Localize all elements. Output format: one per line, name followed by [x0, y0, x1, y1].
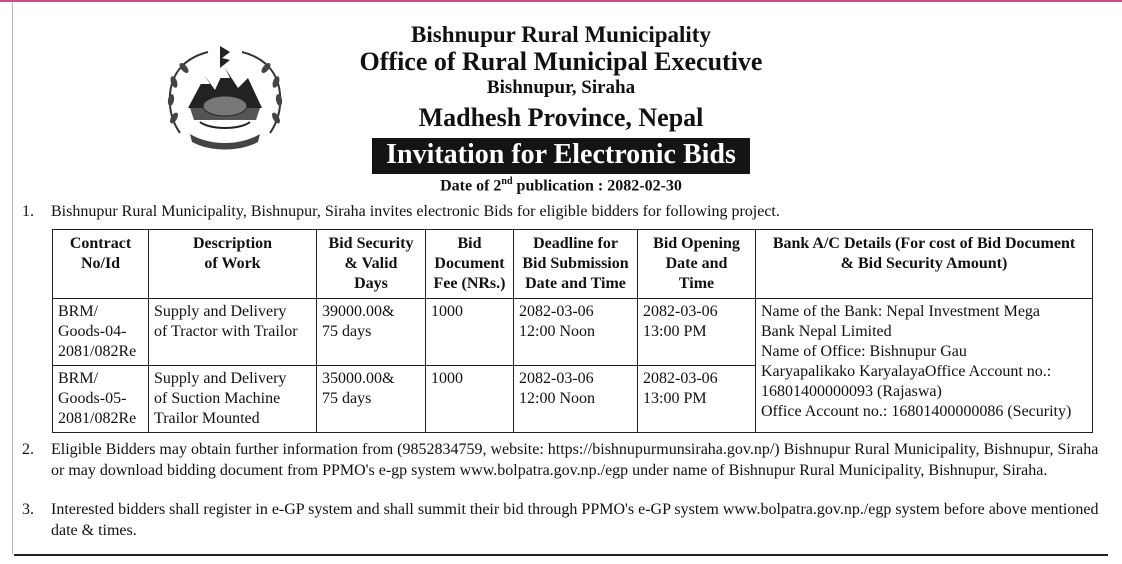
cell-line: 2081/082Re — [58, 343, 137, 360]
cell-line: of Suction Machine — [154, 390, 281, 407]
cell-document-fee — [426, 366, 514, 433]
header-line: & Bid Security Amount) — [840, 255, 1008, 272]
cell-line: BRM/ — [58, 370, 99, 387]
cell-document-fee — [426, 299, 514, 366]
cell-line: 2082-03-06 — [643, 303, 718, 320]
header-line: Description — [192, 235, 273, 252]
paragraph-text: Interested bidders shall register in e-GP system and shall summit their bid through PPMO's e-GP system www.bolpatra.gov.np./egp system before above mentioned date & times. — [51, 501, 1099, 539]
cell-description — [149, 366, 317, 433]
header-line: Bid — [457, 235, 482, 252]
header-line: Deadline for — [533, 235, 618, 252]
bank-line: Karyapalikako KaryalayaOffice Account no.: — [761, 363, 1052, 380]
cell-line: 12:00 Noon — [519, 390, 595, 407]
cell-line: of Tractor with Trailor — [154, 323, 298, 340]
bottom-border — [14, 554, 1108, 556]
publication-prefix: Date of 2 — [440, 177, 502, 195]
cell-line: Supply and Delivery — [154, 370, 287, 387]
cell-line: Goods-04- — [58, 323, 127, 340]
header-line: Date and Time — [525, 275, 626, 292]
header-line: Contract — [69, 235, 132, 252]
cell-line: 12:00 Noon — [519, 323, 595, 340]
cell-line: Trailor Mounted — [154, 410, 260, 427]
bank-line: 16801400000093 (Rajaswa) — [761, 383, 942, 400]
bank-line: Name of Office: Bishnupur Gau — [761, 343, 967, 360]
paragraph-2 — [22, 440, 1102, 481]
cell-line: 13:00 PM — [643, 323, 707, 340]
cell-bid-security — [317, 366, 426, 433]
cell-line: BRM/ — [58, 303, 99, 320]
header-bid-security — [317, 230, 426, 299]
cell-contract-no — [53, 366, 149, 433]
cell-description — [149, 299, 317, 366]
paragraph-number: 2. — [22, 441, 34, 458]
cell-deadline — [514, 299, 638, 366]
header-line: Bid Submission — [522, 255, 629, 272]
cell-line: 1000 — [431, 303, 463, 320]
publication-date — [0, 176, 1122, 195]
cell-line: 2082-03-06 — [519, 370, 594, 387]
cell-line: 39000.00& — [322, 303, 395, 320]
header-description — [149, 230, 317, 299]
cell-line: 75 days — [322, 323, 372, 340]
header-line: & Valid — [344, 255, 398, 272]
bank-line: Name of the Bank: Nepal Investment Mega — [761, 303, 1041, 320]
cell-line: 2082-03-06 — [519, 303, 594, 320]
header-line: Time — [678, 275, 715, 292]
office-location: Bishnupur, Siraha — [486, 77, 636, 98]
header-line: Bank A/C Details (For cost of Bid Document — [772, 235, 1076, 252]
cell-bid-security — [317, 299, 426, 366]
table-row — [53, 299, 1093, 366]
header-line: Bid Opening — [653, 235, 740, 252]
paragraph-text: Eligible Bidders may obtain further information from (9852834759, website: https://bishnupurmunsiraha.gov.np/) Bishnupur Rural Municipality, Bishnupur, Siraha or may download bidding document from PPMO's e-gp system www.bolpatra.gov.np./egp under name of Bishnupur Rural Municipality, Bishnupur, Siraha. — [51, 441, 1099, 479]
header-line: Fee (NRs.) — [433, 275, 506, 292]
cell-line: Supply and Delivery — [154, 303, 287, 320]
header-line: Bid Security — [328, 235, 414, 252]
cell-line: Goods-05- — [58, 390, 127, 407]
cell-line: 2081/082Re — [58, 410, 137, 427]
paragraph-number: 1. — [22, 203, 34, 220]
paragraph-text: Bishnupur Rural Municipality, Bishnupur, Siraha invites electronic Bids for eligible bidders for following project. — [51, 203, 780, 220]
top-border — [0, 0, 1122, 2]
header-contract-no — [53, 230, 149, 299]
notice-title: Invitation for Electronic Bids — [372, 138, 750, 174]
cell-bid-opening — [638, 299, 756, 366]
table-header-row — [53, 230, 1093, 299]
header-bank-details — [756, 230, 1093, 299]
header-line: of Work — [204, 255, 261, 272]
paragraph-3 — [22, 500, 1102, 541]
cell-bid-opening — [638, 366, 756, 433]
header-line: Document — [434, 255, 505, 272]
header-bid-opening — [638, 230, 756, 299]
publication-date-value: publication : 2082-02-30 — [512, 177, 682, 195]
paragraph-1 — [22, 202, 1102, 223]
bank-line: Office Account no.: 16801400000086 (Security) — [761, 403, 1072, 420]
header-line: Date and — [665, 255, 728, 272]
header-line: Days — [354, 275, 388, 292]
province-name: Madhesh Province, Nepal — [418, 103, 704, 132]
publication-ordinal: nd — [501, 176, 513, 187]
bid-table — [52, 229, 1093, 433]
cell-line: 75 days — [322, 390, 372, 407]
cell-line: 1000 — [431, 370, 463, 387]
cell-line: 2082-03-06 — [643, 370, 718, 387]
municipality-name: Bishnupur Rural Municipality — [411, 22, 711, 47]
office-name: Office of Rural Municipal Executive — [359, 47, 763, 76]
header-document-fee — [426, 230, 514, 299]
paragraph-number: 3. — [22, 501, 34, 518]
cell-bank-details — [756, 299, 1093, 433]
header-deadline — [514, 230, 638, 299]
cell-contract-no — [53, 299, 149, 366]
bank-line: Bank Nepal Limited — [761, 323, 892, 340]
header-line: No/Id — [80, 255, 121, 272]
cell-line: 13:00 PM — [643, 390, 707, 407]
cell-deadline — [514, 366, 638, 433]
cell-line: 35000.00& — [322, 370, 395, 387]
